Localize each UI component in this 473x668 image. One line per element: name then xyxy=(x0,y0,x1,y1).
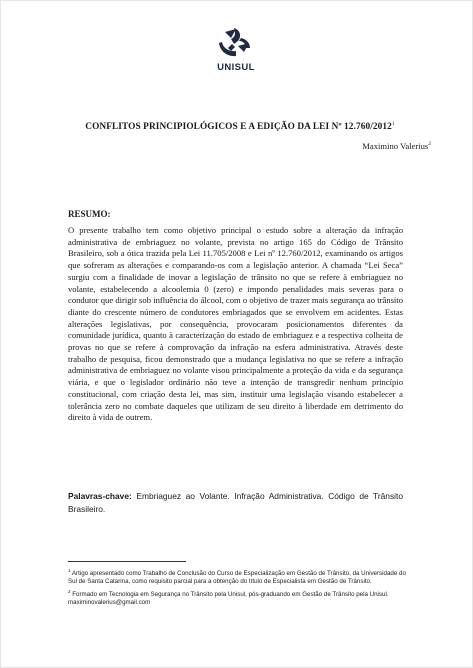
footnotes xyxy=(68,567,408,609)
title-footnote-marker: 1 xyxy=(391,121,395,127)
author-line xyxy=(362,141,431,151)
footnote-text: Formado em Tecnologia em Segurança no Trânsito pela Unisul, pós-graduando em Gestão de Trânsito pela Unisul. maximinovalerius@gmail.com xyxy=(68,590,389,607)
footnote-1 xyxy=(68,567,408,587)
footnote-divider xyxy=(68,561,186,562)
author-name: Maximino Valerius xyxy=(362,141,429,151)
author-footnote-marker: 2 xyxy=(428,141,431,148)
keywords-label: Palavras-chave: xyxy=(68,491,132,501)
footnote-marker: 1 xyxy=(68,568,71,573)
title-text: CONFLITOS PRINCIPIOLÓGICOS E A EDIÇÃO DA LEI Nº 12.760/2012 xyxy=(85,122,392,133)
footnote-marker: 2 xyxy=(68,588,71,594)
logo-wordmark: UNISUL xyxy=(217,62,255,73)
university-logo xyxy=(208,26,264,72)
abstract-body: O presente trabalho tem como objetivo principal o estudo sobre a alteração da infração administrativa de embriaguez no volante, prevista no artigo 165 do Código de Trânsito Brasileiro, sob a ótica trazida pela Lei 11.705/2008 e Lei nº 12.760/2012, examinando os artigos que sofreram as alterações e comparando-os com a legislação anterior. A chamada “Lei Seca” surgiu com a finalidade de inovar a legislação de trânsito no que se refere à embriaguez no volante, estabelecendo a alcoolemia 0 (zero) e impondo penalidades mais severas para o condutor que dirigir sob influência do álcool, com o objetivo de trazer mais segurança ao trânsito diante do crescente número de condutores embriagados que se envolvem em acidentes. Estas alterações legislativas, por consequência, provocaram posicionamentos diferentes da comunidade jurídica, quanto à caracterização do estado de embriaguez e a respectiva colheita de provas no que se refere à comprovação da infração na esfera administrativa. Através deste trabalho de pesquisa, ficou demonstrado que a mudança legislativa no que se refere a infração administrativa de embriaguez no volante visou principalmente a proteção da vida e da segurança viária, e que o legislador ordinário não teve a intenção de transgredir nenhum princípio constitucional, com criação desta lei, mas sim, instituir uma legislação visando estabelecer a tolerância zero no combate daqueles que utilizam de seu direito à liberdade em detrimento do direito à vida de outrem. xyxy=(68,225,403,423)
keywords-text: Embriaguez ao Volante. Infração Administrativa. Código de Trânsito Brasileiro. xyxy=(68,491,403,514)
paper-title xyxy=(40,121,440,132)
unisul-logo-icon xyxy=(208,26,264,62)
abstract-heading: RESUMO: xyxy=(68,209,111,219)
footnote-text: Artigo apresentado como Trabalho de Conclusão do Curso de Especialização em Gestão de Trânsito, da Universidade do Sul de Santa Catarina, como requisito parcial para a obtenção do título de Especialista em Gestão de Trânsito. xyxy=(68,570,406,586)
keywords-line xyxy=(68,490,403,515)
footnote-2 xyxy=(68,588,408,608)
